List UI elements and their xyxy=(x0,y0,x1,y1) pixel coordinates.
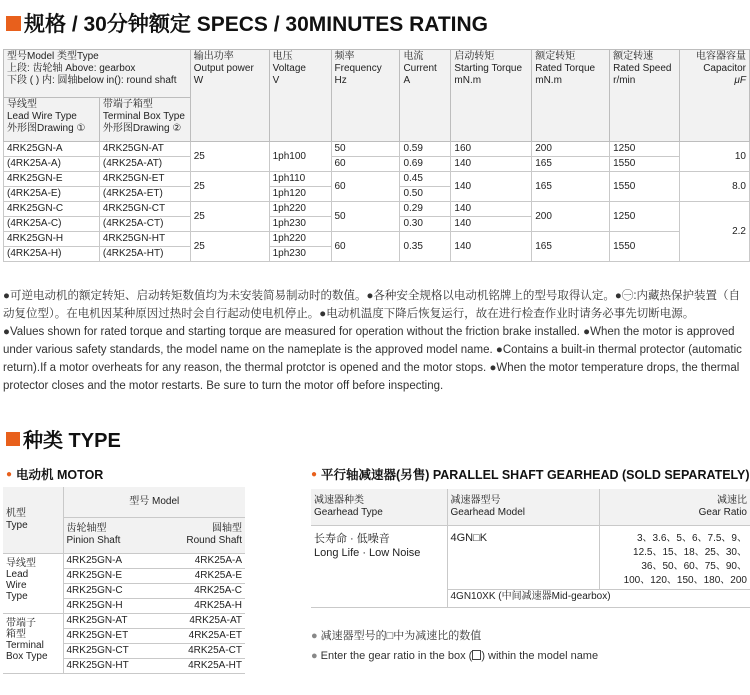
spec-cell: 2.2 xyxy=(679,202,749,262)
motor-type-label: 导线型 Lead Wire Type xyxy=(3,553,63,613)
spec-cell: 140 xyxy=(451,157,532,172)
spec-row xyxy=(4,232,750,247)
spec-row xyxy=(4,142,750,157)
spec-cell: 200 xyxy=(532,142,610,157)
spec-cell: 4RK25GN-C xyxy=(4,202,100,217)
motor-row xyxy=(3,553,245,568)
spec-cell: (4RK25A-HT) xyxy=(99,247,190,262)
spec-cell: 60 xyxy=(331,157,400,172)
round-model: 4RK25A-HT xyxy=(155,658,245,673)
spec-cell: (4RK25A-CT) xyxy=(99,217,190,232)
gear-ratio-list xyxy=(599,525,750,589)
spec-cell: 1ph100 xyxy=(269,142,331,172)
pinion-model: 4RK25GN-C xyxy=(63,583,155,598)
model-header: 型号 Model xyxy=(63,487,245,517)
spec-cell: 0.69 xyxy=(400,157,451,172)
motor-subheading: ● 电动机 MOTOR xyxy=(6,468,104,482)
spec-cell: 60 xyxy=(331,232,400,262)
spec-cell: 25 xyxy=(190,232,269,262)
spec-cell: 1550 xyxy=(610,232,680,262)
motor-type-label: 带端子 箱型 Terminal Box Type xyxy=(3,613,63,673)
spec-cell: 140 xyxy=(451,172,532,202)
gearhead-table: 减速器种类 Gearhead Type 减速器型号 Gearhead Model 减速比 Gear Ratio 长寿命 · 低噪音 Long Life · Low Noise 4GN□K 3、3.6、5、6、7.5、9、 12.5、15、18、25、30、 36、50、60、75、90、 100、120、150、180、200 4GN10XK (中间减速器Mid-gearbox) xyxy=(311,489,750,608)
spec-cell: 60 xyxy=(331,172,400,202)
round-model: 4RK25A-CT xyxy=(155,643,245,658)
gearhead-type-en: Long Life · Low Noise xyxy=(314,546,421,559)
round-model: 4RK25A-E xyxy=(155,568,245,583)
gear-ratio-line: 100、120、150、180、200 xyxy=(623,574,747,586)
spec-cell: 50 xyxy=(331,202,400,232)
spec-cell: 1ph120 xyxy=(269,187,331,202)
gearhead-model: 4GN□K xyxy=(447,525,599,589)
spec-cell: 1250 xyxy=(610,202,680,232)
spec-header-row: 型号Model 类型Type 上段: 齿轮轴 Above: gearbox 下段 ( ) 内: 圆轴below in(): round shaft 输出功率 Output power W 电压 Voltage V 频率 Frequency Hz 电流 Current A 启动转矩 Starting Torque mN.m 额定转矩 Rated Torque mN.m 额定转速 Rated Speed r/min 电容器容量 Capacitor μF xyxy=(4,50,750,98)
types-heading: 种类 TYPE xyxy=(6,424,121,453)
spec-table: 型号Model 类型Type 上段: 齿轮轴 Above: gearbox 下段 ( ) 内: 圆轴below in(): round shaft 输出功率 Output power W 电压 Voltage V 频率 Frequency Hz 电流 Current A 启动转矩 Starting Torque mN.m 额定转矩 Rated Torque mN.m 额定转速 Rated Speed r/min 电容器容量 Capacitor μF 导线型 Lead Wire Type 外形图Drawing ① 带端子箱型 Terminal Box Type 外形图Drawing ② 4RK25GN-A 4RK25GN-AT 25 1ph100 50 0.59 160 200 1250 10 (4RK25A-A) (4RK25A-AT) 60 0.69 140 165 1550 4RK25GN-E 4RK25GN-ET 25 1ph110 60 0.45 140 165 1550 8.0 (4RK25A-E) (4RK25A-ET) 1ph120 0.50 4RK25GN-C 4RK25GN-CT 25 1ph220 50 0.29 140 200 1250 2.2 (4RK25A-C) (4RK25A-CT) 1ph230 0.30 140 4RK25GN-H 4RK25GN-HT 25 1ph220 60 0.35 140 165 1550 (4RK25A-H) (4RK25A-HT) 1ph230 xyxy=(3,49,750,262)
spec-cell: 4RK25GN-HT xyxy=(99,232,190,247)
pinion-model: 4RK25GN-CT xyxy=(63,643,155,658)
motor-row xyxy=(3,613,245,628)
spec-cell: 4RK25GN-CT xyxy=(99,202,190,217)
spec-cell: 0.30 xyxy=(400,217,451,232)
spec-cell: 25 xyxy=(190,172,269,202)
spec-cell: (4RK25A-ET) xyxy=(99,187,190,202)
spec-row xyxy=(4,157,750,172)
spec-cell: 4RK25GN-A xyxy=(4,142,100,157)
pinion-model: 4RK25GN-E xyxy=(63,568,155,583)
model-type-label: 型号Model 类型Type xyxy=(7,51,99,62)
spec-cell: 4RK25GN-AT xyxy=(99,142,190,157)
spec-cell: 0.35 xyxy=(400,232,451,262)
spec-cell: 50 xyxy=(331,142,400,157)
spec-cell: 1ph230 xyxy=(269,217,331,232)
mid-gearbox: 4GN10XK (中间减速器Mid-gearbox) xyxy=(447,589,750,607)
gear-ratio-line: 3、3.6、5、6、7.5、9、 xyxy=(636,532,747,544)
spec-body xyxy=(4,142,750,262)
gearhead-type-zh: 长寿命 · 低噪音 xyxy=(314,532,390,545)
bullet-icon: ● xyxy=(311,630,318,642)
specs-heading: 规格 / 30分钟额定 SPECS / 30MINUTES RATING xyxy=(6,8,488,38)
gear-ratio-line: 36、50、60、75、90、 xyxy=(641,560,747,572)
spec-cell: 0.59 xyxy=(400,142,451,157)
spec-cell: (4RK25A-AT) xyxy=(99,157,190,172)
spec-cell: 1550 xyxy=(610,172,680,202)
round-model: 4RK25A-AT xyxy=(155,613,245,628)
spec-row xyxy=(4,172,750,187)
pinion-model: 4RK25GN-HT xyxy=(63,658,155,673)
round-model: 4RK25A-C xyxy=(155,583,245,598)
spec-cell: 1ph110 xyxy=(269,172,331,187)
gearhead-subheading: ● 平行轴减速器(另售) PARALLEL SHAFT GEARHEAD (SOLD SEPARATELY) xyxy=(311,468,750,482)
spec-cell: 200 xyxy=(532,202,610,232)
motor-table: 机型 Type 型号 Model 齿轮轴型 Pinion Shaft 圆轴型 Round Shaft 导线型 Lead Wire Type 4RK25GN-A 4RK25A-A 4RK25GN-E 4RK25A-E 4RK25GN-C 4RK25A-C 4RK25GN-H 4RK25A-H 带端子 箱型 Terminal Box Type 4RK25GN-AT 4RK25A-AT 4RK25GN-ET 4RK25A-ET 4RK25GN-CT 4RK25A-CT 4RK25GN-HT 4RK25A-HT xyxy=(3,487,245,674)
spec-cell: 8.0 xyxy=(679,172,749,202)
bullet-icon: ● xyxy=(311,468,318,480)
spec-cell: (4RK25A-A) xyxy=(4,157,100,172)
spec-cell: 165 xyxy=(532,172,610,202)
round-model: 4RK25A-A xyxy=(155,553,245,568)
spec-cell: 1550 xyxy=(610,157,680,172)
heading-marker xyxy=(6,432,20,446)
spec-cell: 1ph220 xyxy=(269,202,331,217)
spec-cell: (4RK25A-H) xyxy=(4,247,100,262)
spec-cell: 25 xyxy=(190,202,269,232)
spec-cell: 4RK25GN-ET xyxy=(99,172,190,187)
spec-cell: 0.29 xyxy=(400,202,451,217)
round-model: 4RK25A-H xyxy=(155,598,245,613)
spec-cell: 140 xyxy=(451,217,532,232)
spec-cell: 140 xyxy=(451,202,532,217)
pinion-model: 4RK25GN-H xyxy=(63,598,155,613)
spec-cell: 4RK25GN-E xyxy=(4,172,100,187)
box-glyph-icon xyxy=(472,650,481,660)
spec-cell: 1250 xyxy=(610,142,680,157)
spec-cell: 1ph220 xyxy=(269,232,331,247)
gearhead-notes: ● 减速器型号的□中为减速比的数值 ● Enter the gear ratio in the box ( ) within the model name xyxy=(311,630,599,662)
spec-cell: 4RK25GN-H xyxy=(4,232,100,247)
spec-cell: 25 xyxy=(190,142,269,172)
spec-cell: 0.45 xyxy=(400,172,451,187)
pinion-model: 4RK25GN-AT xyxy=(63,613,155,628)
spec-cell: 165 xyxy=(532,157,610,172)
spec-notes xyxy=(3,287,747,395)
heading-marker xyxy=(6,16,21,31)
bullet-icon: ● xyxy=(311,650,318,662)
spec-cell: 160 xyxy=(451,142,532,157)
spec-cell: 10 xyxy=(679,142,749,172)
note-zh: ●可逆电动机的额定转矩、启动转矩数值均为未安装简易制动时的数值。●各种安全规格以电动机铭牌上的型号取得认定。●㊀:内藏热保护装置（自动复位型）。在电机因某种原因过热时会自行起动使电机停止。●电动机温度下降后恢复运行，故在进行检查作业时请务必事先切断电源。 xyxy=(3,290,741,320)
spec-cell: 1ph230 xyxy=(269,247,331,262)
spec-cell: 165 xyxy=(532,232,610,262)
spec-cell: 140 xyxy=(451,232,532,262)
spec-cell: (4RK25A-C) xyxy=(4,217,100,232)
pinion-model: 4RK25GN-ET xyxy=(63,628,155,643)
round-model: 4RK25A-ET xyxy=(155,628,245,643)
spec-cell: (4RK25A-E) xyxy=(4,187,100,202)
spec-row xyxy=(4,202,750,217)
bullet-icon: ● xyxy=(6,468,13,480)
spec-cell: 0.50 xyxy=(400,187,451,202)
note-en: ●Values shown for rated torque and starting torque are measured for operation without the friction brake installed. ●When the motor is approved under various safety standards, the model name on the nameplate is the approved model name. ●Contains a built-in thermal protector (automatic return).If a motor overheats for any reason, the thermal protctor is opened and the motor stops. ●When the motor temperature drops, the thermal protector closes and the motor restarts. Be sure to turn the motor off before inspecting. xyxy=(3,326,742,392)
pinion-model: 4RK25GN-A xyxy=(63,553,155,568)
gear-ratio-line: 12.5、15、18、25、30、 xyxy=(633,546,747,558)
